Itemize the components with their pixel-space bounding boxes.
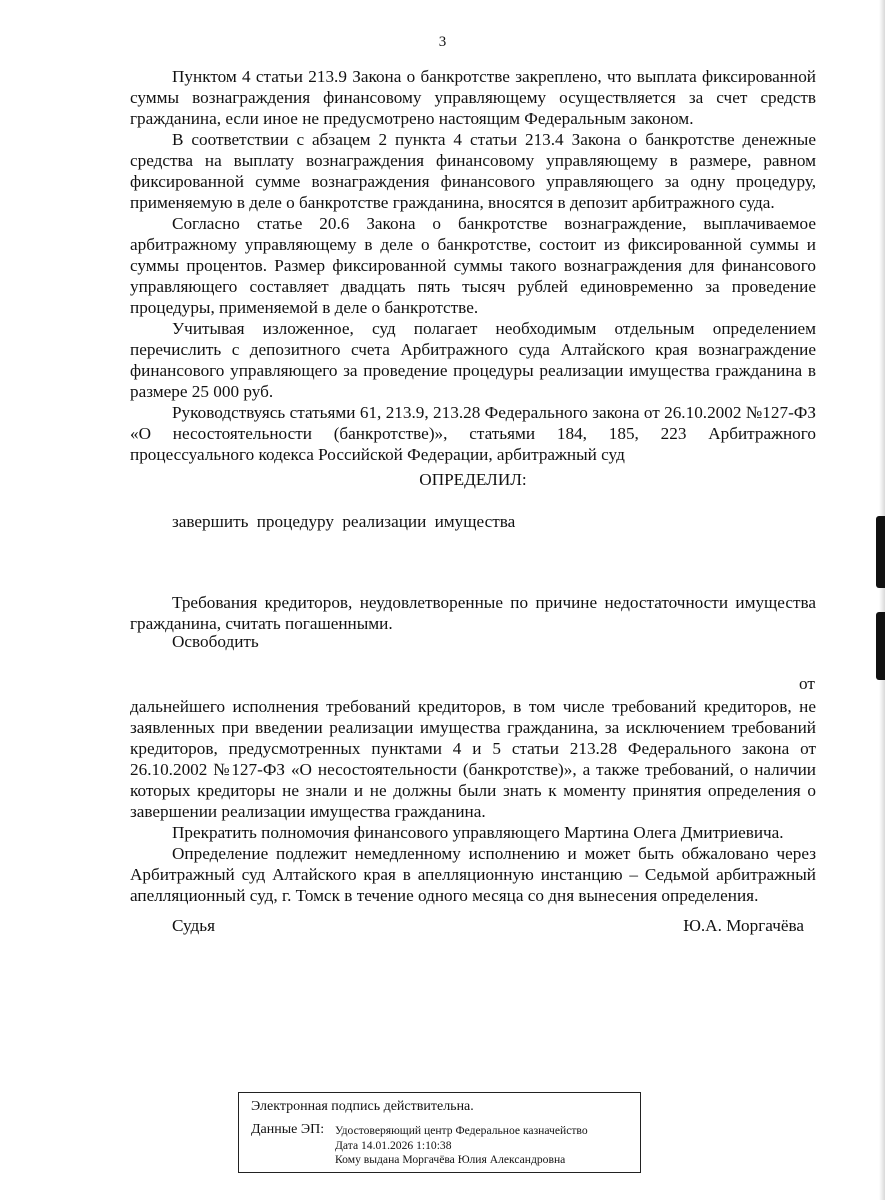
signature-details [335,1124,588,1168]
ruling-complete-procedure: завершить процедуру реализации имущества [172,512,516,531]
page-number: 3 [438,34,447,50]
scan-edge-mark [876,612,885,680]
judge-name: Ю.А. Моргачёва [683,916,804,935]
release-label: Освободить [172,632,259,651]
signature-date: Дата 14.01.2026 1:10:38 [335,1138,452,1152]
paragraph-claims-repaid: Требования кредиторов, неудовлетворенные по причине недостаточности имущества гражданина, считать погашенными. [130,593,816,633]
paragraph-deposit: В соответствии с абзацем 2 пункта 4 статьи 213.4 Закона о банкротстве денежные средства на выплату вознаграждения финансовому управляющему в размере, равном фиксированной сумме вознаграждения финансового управляющего за одну процедуру, применяемую в деле о банкротстве гражданина, вносятся в депозит арбитражного суда. [130,130,816,212]
signature-issuer: Удостоверяющий центр Федеральное казначейство [335,1124,588,1137]
signature-valid-text: Электронная подпись действительна. [251,1099,474,1114]
paragraph-transfer: Учитывая изложенное, суд полагает необходимым отдельным определением перечислить с депозитного счета Арбитражного суда Алтайского края вознаграждение финансового управляющего за проведение процедуры реализации имущества гражданина в размере 25 000 руб. [130,319,816,401]
release-section [130,696,816,906]
scan-edge-shadow [879,0,885,1200]
signature-data-label: Данные ЭП: [251,1122,325,1137]
paragraph-appeal: Определение подлежит немедленному исполнению и может быть обжаловано через Арбитражный суд Алтайского края в апелляционную инстанцию – Седьмой арбитражный апелляционный суд, г. Томск в течение одного месяца со дня вынесения определения. [130,844,816,905]
claims-section [130,592,816,634]
scan-edge-mark [876,516,885,588]
release-from: от [799,674,815,693]
ruling-heading: ОПРЕДЕЛИЛ: [419,470,527,489]
paragraph-release: дальнейшего исполнения требований кредиторов, в том числе требований кредиторов, не заявленных при введении реализации имущества гражданина, за исключением требований кредиторов, предусмотренных пунктами 4 и 5 статьи 213.28 Федерального закона от 26.10.2002 №127-ФЗ «О несостоятельности (банкротстве)», а также требований, о наличии которых кредиторы не знали и не должны были знать к моменту принятия определения о завершении реализации имущества гражданина. [130,697,816,821]
reasoning-section [130,66,816,465]
signature-issued-to: Кому выдана Моргачёва Юлия Александровна [335,1153,566,1166]
electronic-signature-stamp [238,1092,641,1173]
paragraph-terminate-powers: Прекратить полномочия финансового управляющего Мартина Олега Дмитриевича. [172,823,784,842]
paragraph-remuneration-structure: Согласно статье 20.6 Закона о банкротстве вознаграждение, выплачиваемое арбитражному управляющему в деле о банкротстве, состоит из фиксированной суммы и суммы процентов. Размер фиксированной суммы такого вознаграждения для финансового управляющего составляет двадцать пять тысяч рублей единовременно за проведение процедуры, применяемой в деле о банкротстве. [130,214,816,317]
judge-title: Судья [172,916,216,935]
paragraph-remuneration-source: Пунктом 4 статьи 213.9 Закона о банкротстве закреплено, что выплата фиксированной суммы вознаграждения финансовому управляющему осуществляется за счет средств гражданина, если иное не предусмотрено настоящим Федеральным законом. [130,67,816,128]
paragraph-legal-basis: Руководствуясь статьями 61, 213.9, 213.28 Федерального закона от 26.10.2002 №127-ФЗ «О несостоятельности (банкротстве)», статьями 184, 185, 223 Арбитражного процессуального кодекса Российской Федерации, арбитражный суд [130,403,816,464]
